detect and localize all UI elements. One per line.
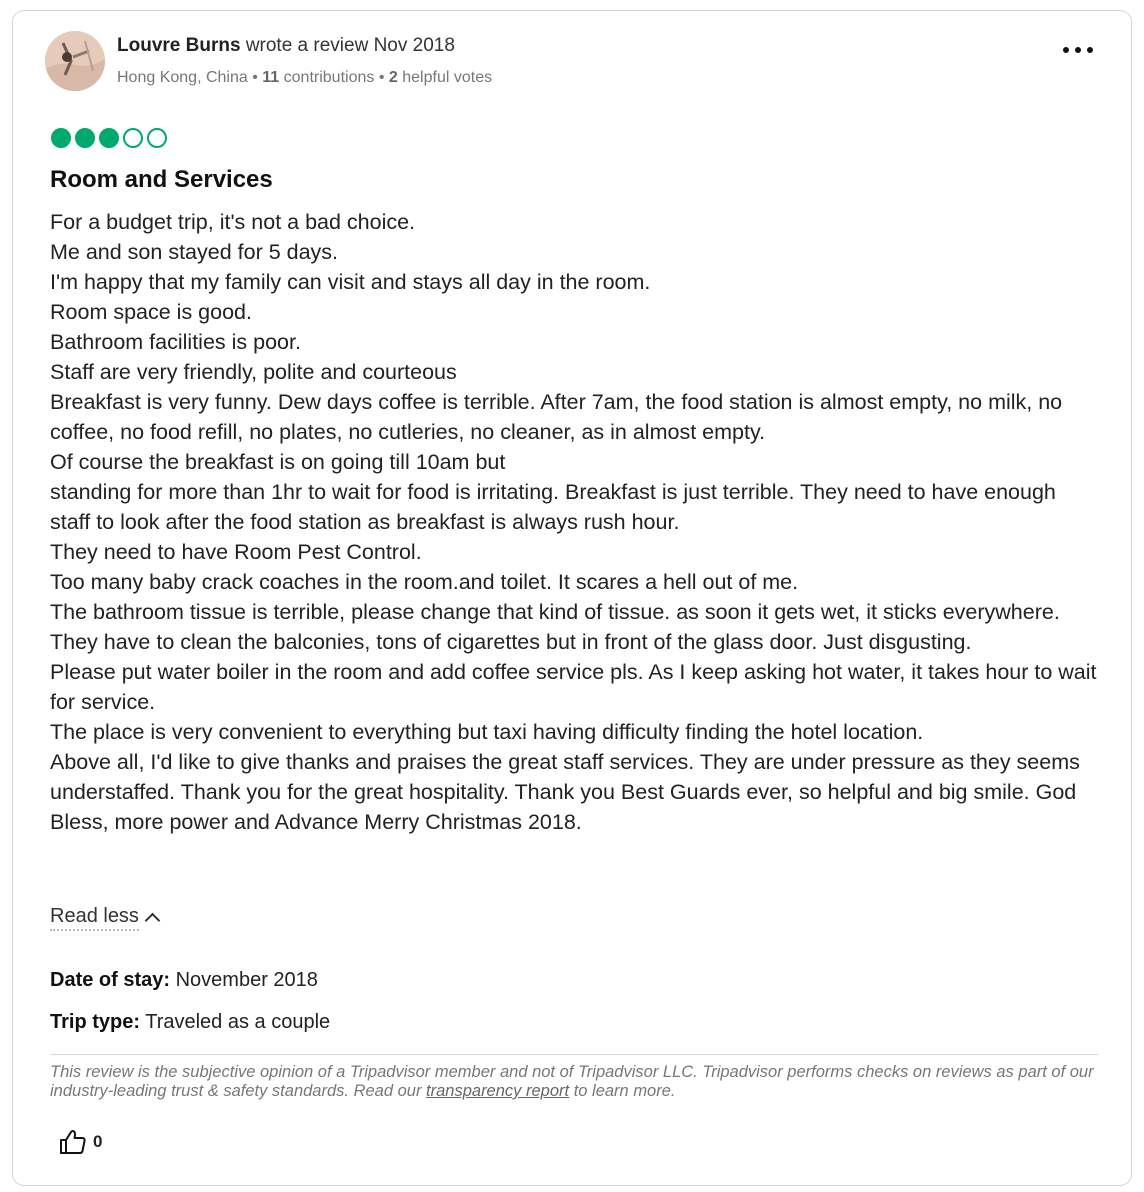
read-less-button[interactable] bbox=[50, 905, 158, 931]
avatar-photo-icon bbox=[45, 31, 105, 91]
helpful-votes-count: 2 bbox=[388, 69, 398, 86]
review-text-line: Of course the breakfast is on going till 10am but bbox=[50, 450, 506, 474]
review-text-line: Breakfast is very funny. Dew days coffee is terrible. After 7am, the food station is almost empty, no milk, no coffee, no food refill, no plates, no cutleries, no cleaner, as in almost empty. bbox=[50, 390, 1069, 444]
rating-bubble-empty-icon bbox=[147, 128, 167, 148]
trip-type bbox=[50, 1011, 330, 1034]
contributions-count: 11 bbox=[262, 69, 280, 86]
review-title: Room and Services bbox=[50, 166, 273, 193]
review-text-line: Me and son stayed for 5 days. bbox=[50, 240, 339, 264]
review-text-line: They need to have Room Pest Control. bbox=[50, 540, 422, 564]
rating-bubble-filled-icon bbox=[99, 128, 119, 148]
trip-type-label: Trip type: bbox=[50, 1011, 141, 1033]
review-text-line: Room space is good. bbox=[50, 300, 252, 324]
rating-bubble-filled-icon bbox=[51, 128, 71, 148]
review-text-line: The place is very convenient to everything but taxi having difficulty finding the hotel location. bbox=[50, 720, 924, 744]
review-text-line: For a budget trip, it's not a bad choice. bbox=[50, 210, 416, 234]
contributions-label: contributions bbox=[283, 69, 375, 86]
disclaimer bbox=[50, 1063, 1110, 1101]
helpful-votes-label: helpful votes bbox=[402, 69, 493, 86]
review-text-line: standing for more than 1hr to wait for food is irritating. Breakfast is just terrible. They need to have enough staff to look after the food station as breakfast is always rush hour. bbox=[50, 480, 1062, 534]
disclaimer-text-end: to learn more. bbox=[569, 1082, 676, 1100]
date-of-stay bbox=[50, 969, 318, 992]
divider bbox=[50, 1054, 1098, 1055]
review-text-line: Bathroom facilities is poor. bbox=[50, 330, 301, 354]
review-text-line: Please put water boiler in the room and add coffee service pls. As I keep asking hot water, it takes hour to wait for service. bbox=[50, 660, 1103, 714]
transparency-report-link[interactable]: transparency report bbox=[426, 1082, 570, 1100]
review-text-line: They have to clean the balconies, tons of cigarettes but in front of the glass door. Just disgusting. bbox=[50, 630, 972, 654]
avatar[interactable] bbox=[45, 31, 105, 91]
meta-separator: • bbox=[378, 69, 385, 86]
date-of-stay-value: November 2018 bbox=[175, 969, 318, 991]
author-name[interactable]: Louvre Burns bbox=[117, 35, 241, 56]
disclaimer-text: This review is the subjective opinion of a Tripadvisor member and not of Tripadvisor LLC. Tripadvisor performs checks on reviews as part of our industry-leading trust & safety standards. Read our bbox=[50, 1063, 1094, 1100]
more-options-icon[interactable] bbox=[1063, 41, 1093, 59]
meta-separator: • bbox=[252, 69, 258, 86]
review-text-line: I'm happy that my family can visit and stays all day in the room. bbox=[50, 270, 651, 294]
read-less-label: Read less bbox=[50, 905, 139, 931]
review-text-line: Above all, I'd like to give thanks and praises the great staff services. They are under pressure as they seems understaffed. Thank you for the great hospitality. Thank you Best Guards ever, so helpful and big smile. God Bless, more power and Advance Merry Christmas 2018. bbox=[50, 750, 1086, 834]
thumbs-up-icon bbox=[59, 1129, 87, 1155]
trip-type-value: Traveled as a couple bbox=[145, 1011, 331, 1033]
helpful-count: 0 bbox=[93, 1132, 103, 1151]
review-text-line: The bathroom tissue is terrible, please change that kind of tissue. as soon it gets wet, it sticks everywhere. bbox=[50, 600, 1060, 624]
date-of-stay-label: Date of stay: bbox=[50, 969, 171, 991]
helpful-vote-button[interactable] bbox=[59, 1129, 102, 1155]
rating-bubbles bbox=[51, 128, 167, 148]
review-text-line: Too many baby crack coaches in the room.and toilet. It scares a hell out of me. bbox=[50, 570, 799, 594]
author-line bbox=[117, 35, 455, 57]
rating-bubble-filled-icon bbox=[75, 128, 95, 148]
rating-bubble-empty-icon bbox=[123, 128, 143, 148]
chevron-up-icon bbox=[145, 912, 161, 928]
review-action-text: wrote a review Nov 2018 bbox=[245, 35, 455, 56]
author-meta bbox=[117, 69, 492, 87]
review-card bbox=[12, 10, 1132, 1186]
author-location: Hong Kong, China bbox=[117, 69, 248, 86]
review-text-line: Staff are very friendly, polite and courteous bbox=[50, 360, 457, 384]
review-body bbox=[50, 207, 1103, 837]
